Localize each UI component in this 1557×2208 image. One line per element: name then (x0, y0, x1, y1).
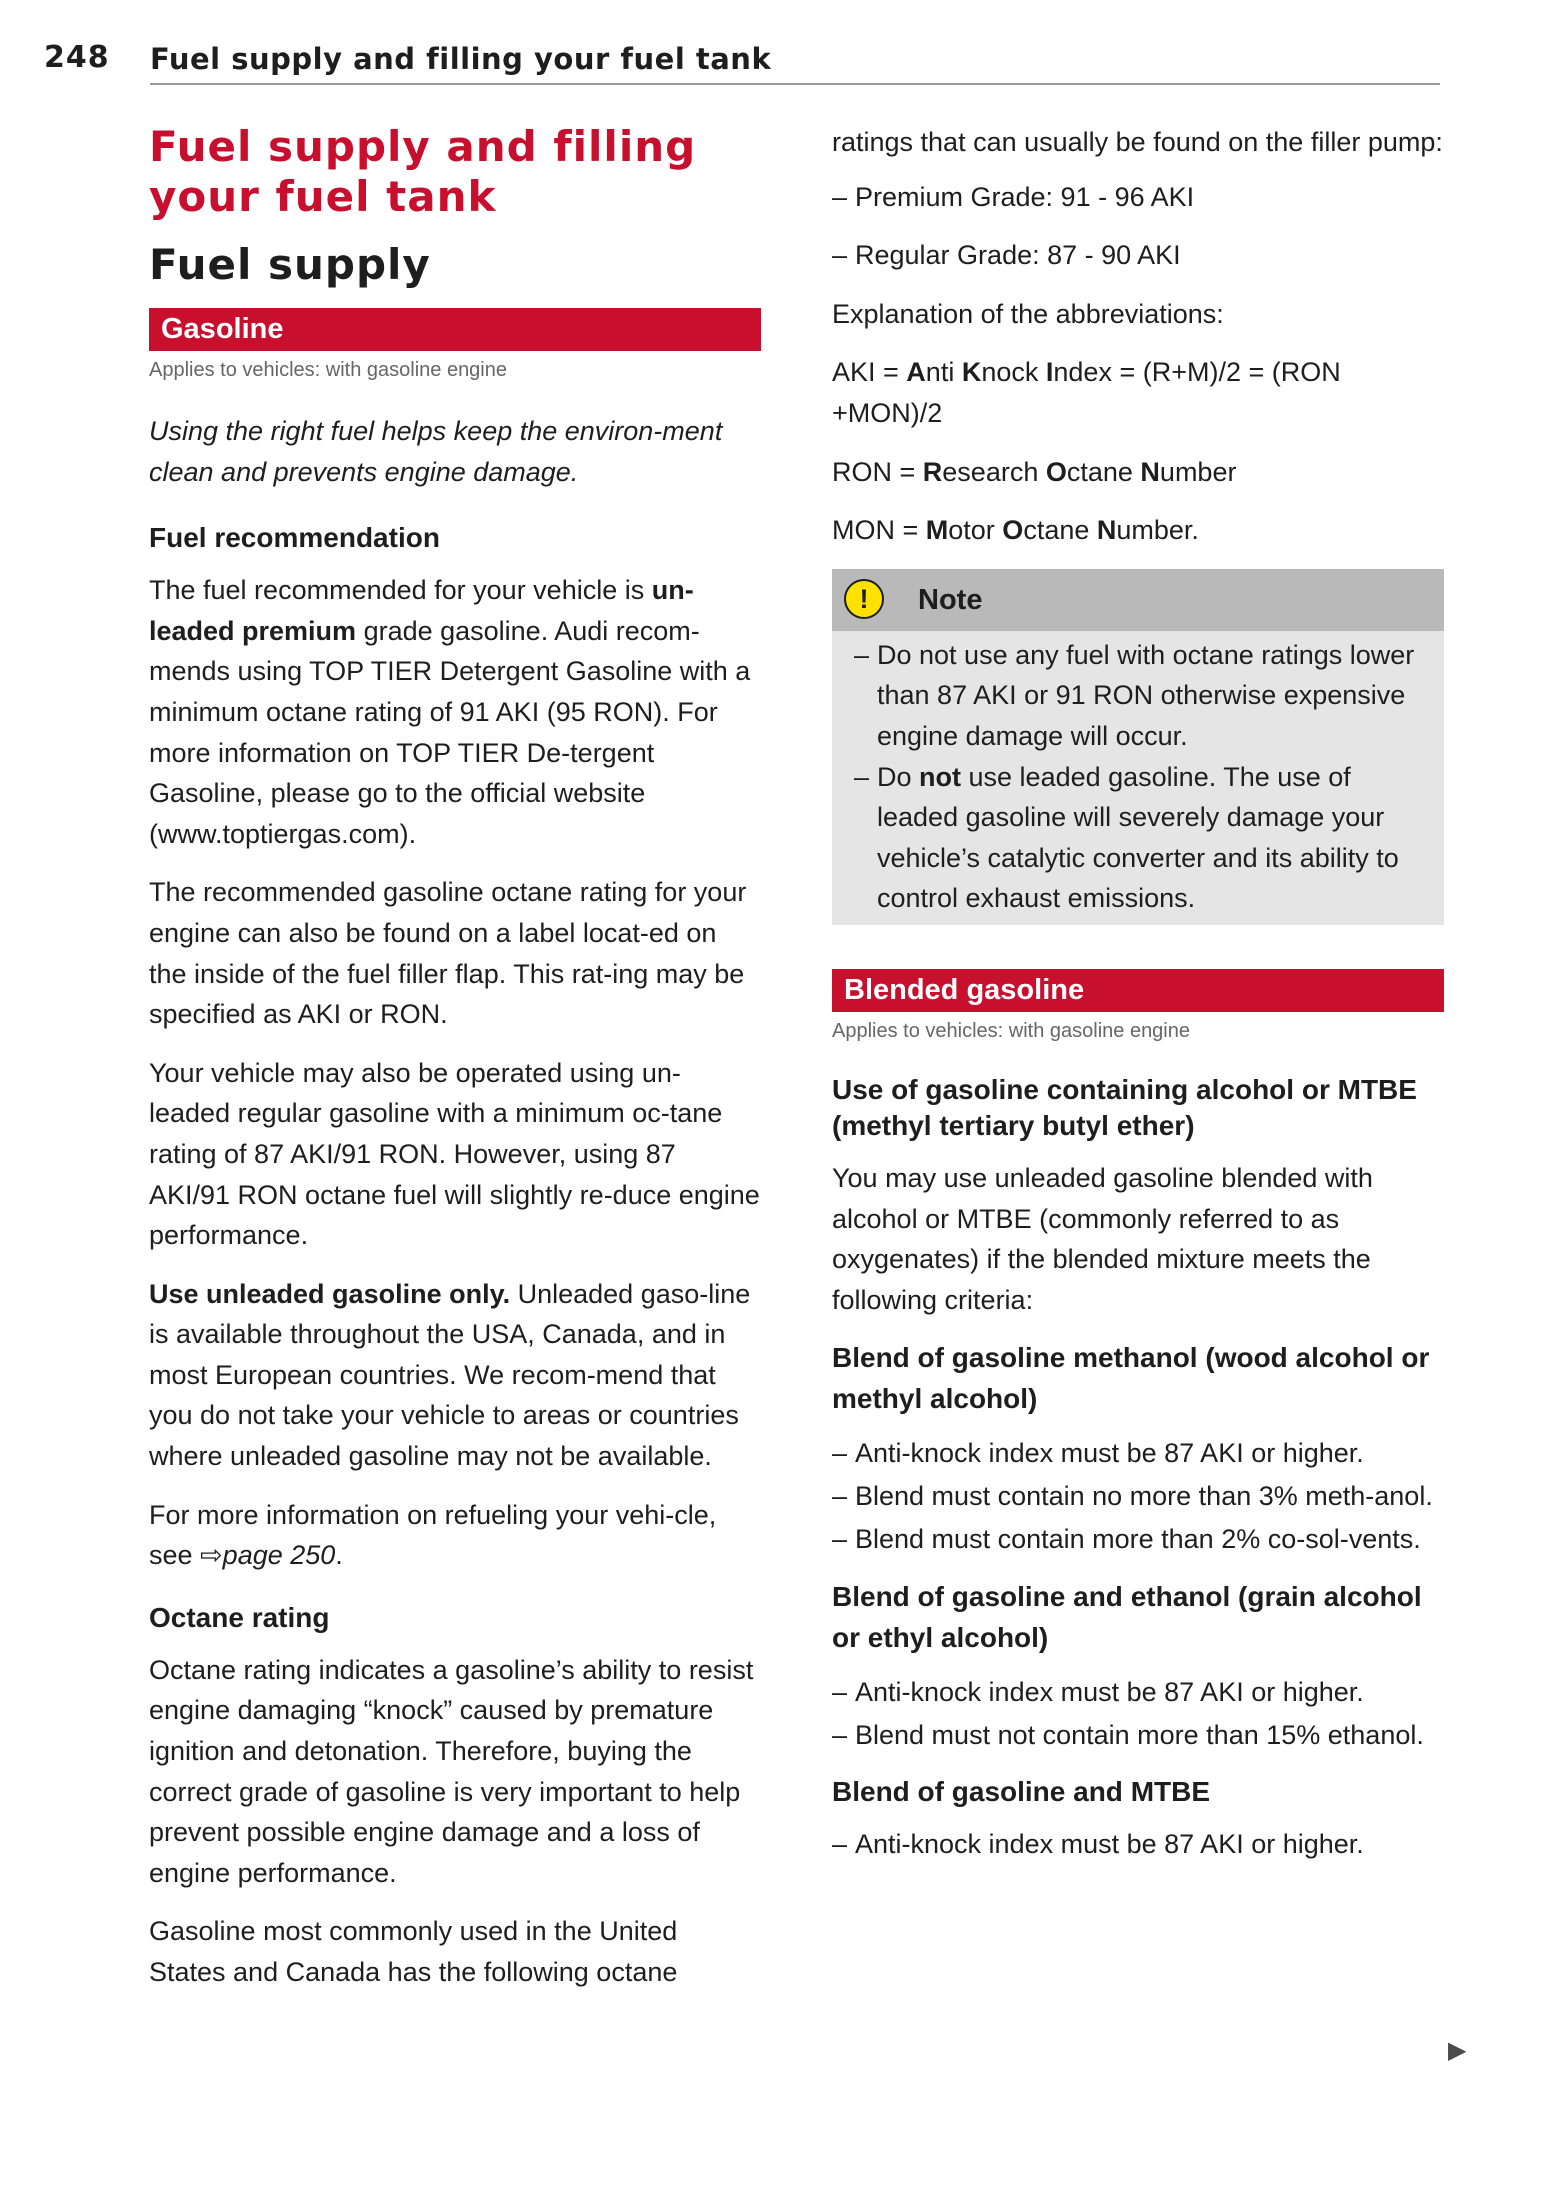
mtbe-criteria-list (832, 1824, 1444, 1865)
chapter-title: Fuel supply and filling your fuel tank (149, 122, 697, 221)
note-title: Note (918, 583, 983, 616)
note-list (832, 631, 1444, 925)
exclamation-icon: ! (844, 579, 884, 619)
grade-list (832, 177, 1444, 276)
aki-definition: AKI = Anti Knock Index = (R+M)/2 = (RON +MON)/2 (832, 357, 1341, 428)
header-rule (150, 83, 1440, 85)
list-item: – Blend must contain more than 2% co-sol-vents. (832, 1519, 1444, 1560)
list-item: – Blend must contain no more than 3% meth-anol. (832, 1476, 1444, 1517)
fuel-recommendation-paragraph: The fuel recommended for your vehicle is un-leaded premium grade gasoline. Audi recom-mends using TOP TIER Detergent Gasoline with a minimum octane rating of 91 AKI (95 RON). For more information on TOP TIER De-tergent Gasoline, please go to the official website (www.toptiergas.com). (149, 575, 751, 849)
gasoline-section-bar: Gasoline (149, 308, 761, 351)
list-item: – Anti-knock index must be 87 AKI or higher. (832, 1433, 1444, 1474)
unleaded-only-paragraph: Use unleaded gasoline only. Unleaded gaso-line is available throughout the USA, Canada, and in most European countries. We recom-mend that you do not take your vehicle to areas or countries where unleaded gasoline may not be available. (149, 1278, 751, 1472)
list-item: – Premium Grade: 91 - 96 AKI (832, 177, 1444, 218)
left-column (149, 122, 761, 2011)
arrow-right-icon: ⇨ (200, 1540, 223, 1571)
page-number: 248 (44, 40, 110, 75)
ron-definition: RON = Research Octane Number (832, 456, 1237, 487)
octane-label-paragraph: The recommended gasoline octane rating for your engine can also be found on a label locat-ed on the inside of the fuel filler flap. This rat-ing may be specified as AKI or RON. (149, 877, 747, 1030)
list-item: – Anti-knock index must be 87 AKI or higher. (832, 1672, 1444, 1713)
methanol-criteria-list (832, 1433, 1444, 1559)
right-column (832, 122, 1444, 1882)
mon-definition: MON = Motor Octane Number. (832, 515, 1199, 546)
refueling-reference-paragraph: For more information on refueling your vehi-cle, see ⇨page 250. (149, 1499, 717, 1571)
mtbe-blend-heading: Blend of gasoline and MTBE (832, 1775, 1211, 1807)
methanol-blend-heading: Blend of gasoline methanol (wood alcohol or methyl alcohol) (832, 1342, 1430, 1414)
ethanol-criteria-list (832, 1672, 1444, 1755)
note-header (832, 569, 1444, 631)
abbreviations-intro: Explanation of the abbreviations: (832, 298, 1224, 329)
list-item: – Blend must not contain more than 15% ethanol. (832, 1715, 1444, 1756)
list-item: – Regular Grade: 87 - 90 AKI (832, 235, 1444, 276)
ethanol-blend-heading: Blend of gasoline and ethanol (grain alcohol or ethyl alcohol) (832, 1581, 1422, 1653)
list-item: – Anti-knock index must be 87 AKI or higher. (832, 1824, 1444, 1865)
regular-gasoline-paragraph: Your vehicle may also be operated using un-leaded regular gasoline with a minimum oc-tane rating of 87 AKI/91 RON. However, using 87 AKI/91 RON octane fuel will slightly re-duce engine performance. (149, 1057, 760, 1251)
note-box (832, 569, 1444, 925)
applies-to-note: Applies to vehicles: with gasoline engine (832, 1019, 1190, 1042)
section-title: Fuel supply (149, 240, 431, 289)
applies-to-note: Applies to vehicles: with gasoline engine (149, 359, 507, 381)
fuel-recommendation-heading: Fuel recommendation (149, 522, 440, 554)
list-item: – Do not use leaded gasoline. The use of leaded gasoline will severely damage your vehicle’s catalytic converter and its ability to control exhaust emissions. (854, 757, 1430, 919)
page-reference-link[interactable]: page 250 (222, 1540, 336, 1571)
running-title: Fuel supply and filling your fuel tank (150, 42, 772, 76)
intro-paragraph: Using the right fuel helps keep the environ-ment clean and prevents engine damage. (149, 416, 723, 487)
list-item: – Do not use any fuel with octane ratings lower than 87 AKI or 91 RON otherwise expensive engine damage will occur. (854, 635, 1430, 757)
alcohol-mtbe-heading: Use of gasoline containing alcohol or MTBE (methyl tertiary butyl ether) (832, 1073, 1417, 1141)
oxygenates-paragraph: You may use unleaded gasoline blended with alcohol or MTBE (commonly referred to as oxygenates) if the blended mixture meets the following criteria: (832, 1162, 1373, 1315)
octane-usage-paragraph: Gasoline most commonly used in the United States and Canada has the following octane (149, 1916, 678, 1987)
octane-rating-heading: Octane rating (149, 1601, 330, 1633)
blended-gasoline-section-bar: Blended gasoline (832, 969, 1444, 1012)
octane-rating-paragraph: Octane rating indicates a gasoline’s ability to resist engine damaging “knock” caused by premature ignition and detonation. Therefore, buying the correct grade of gasoline is very important to help prevent possible engine damage and a loss of engine performance. (149, 1654, 754, 1888)
ratings-continuation: ratings that can usually be found on the filler pump: (832, 127, 1443, 157)
play-arrow-icon: ▶ (1448, 2036, 1467, 2064)
